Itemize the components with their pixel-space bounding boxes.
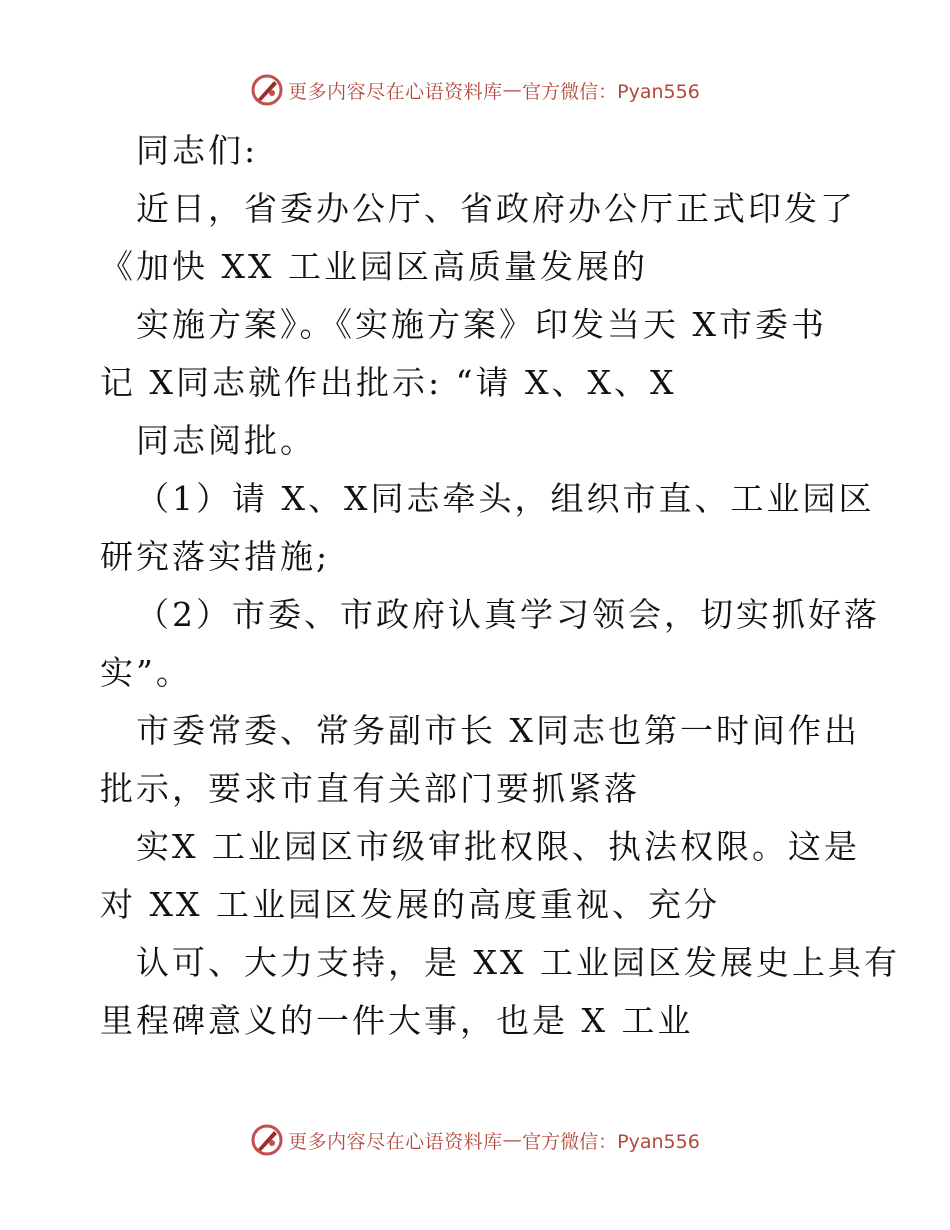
paragraph-line: 同志阅批。 [136,421,316,460]
paragraph-line: 记 X同志就作出批示: “请 X、X、X [100,363,677,402]
watermark-dash: — [502,79,523,101]
paragraph-line: 实施方案》。《实施方案》印发当天 X市委书 [136,305,827,344]
quill-pen-circle-icon [250,1123,284,1157]
paragraph-line: 对 XX 工业园区发展的高度重视、充分 [100,885,720,924]
document-body [100,122,900,1050]
watermark-contact: 官方微信：Pyan556 [522,80,700,103]
watermark-text: 更多内容尽在心语资料库 [288,80,503,103]
paragraph-line: 《加快 XX 工业园区高质量发展的 [100,247,648,286]
paragraph-line: 里程碑意义的一件大事，也是 X 工业 [100,1001,694,1040]
paragraph-line: （1）请 X、X同志牵头，组织市直、工业园区 [136,479,875,518]
watermark-dash: — [502,1129,523,1151]
paragraph-line: 认可、大力支持，是 XX 工业园区发展史上具有 [136,943,900,982]
paragraph-line: 市委常委、常务副市长 X同志也第一时间作出 [136,711,860,750]
paragraph-line: 研究落实措施; [100,537,331,576]
header-watermark [0,70,950,110]
quill-pen-circle-icon [250,73,284,107]
salutation: 同志们: [136,131,259,170]
watermark-contact: 官方微信：Pyan556 [522,1130,700,1153]
paragraph-line: 近日，省委办公厅、省政府办公厅正式印发了 [136,189,856,228]
paragraph-line: 实X 工业园区市级审批权限、执法权限。这是 [136,827,860,866]
paragraph-line: 实”。 [100,653,192,692]
footer-watermark [0,1120,950,1160]
paragraph-line: （2）市委、市政府认真学习领会，切实抓好落 [136,595,880,634]
paragraph-line: 批示，要求市直有关部门要抓紧落 [100,769,640,808]
watermark-text: 更多内容尽在心语资料库 [288,1130,503,1153]
